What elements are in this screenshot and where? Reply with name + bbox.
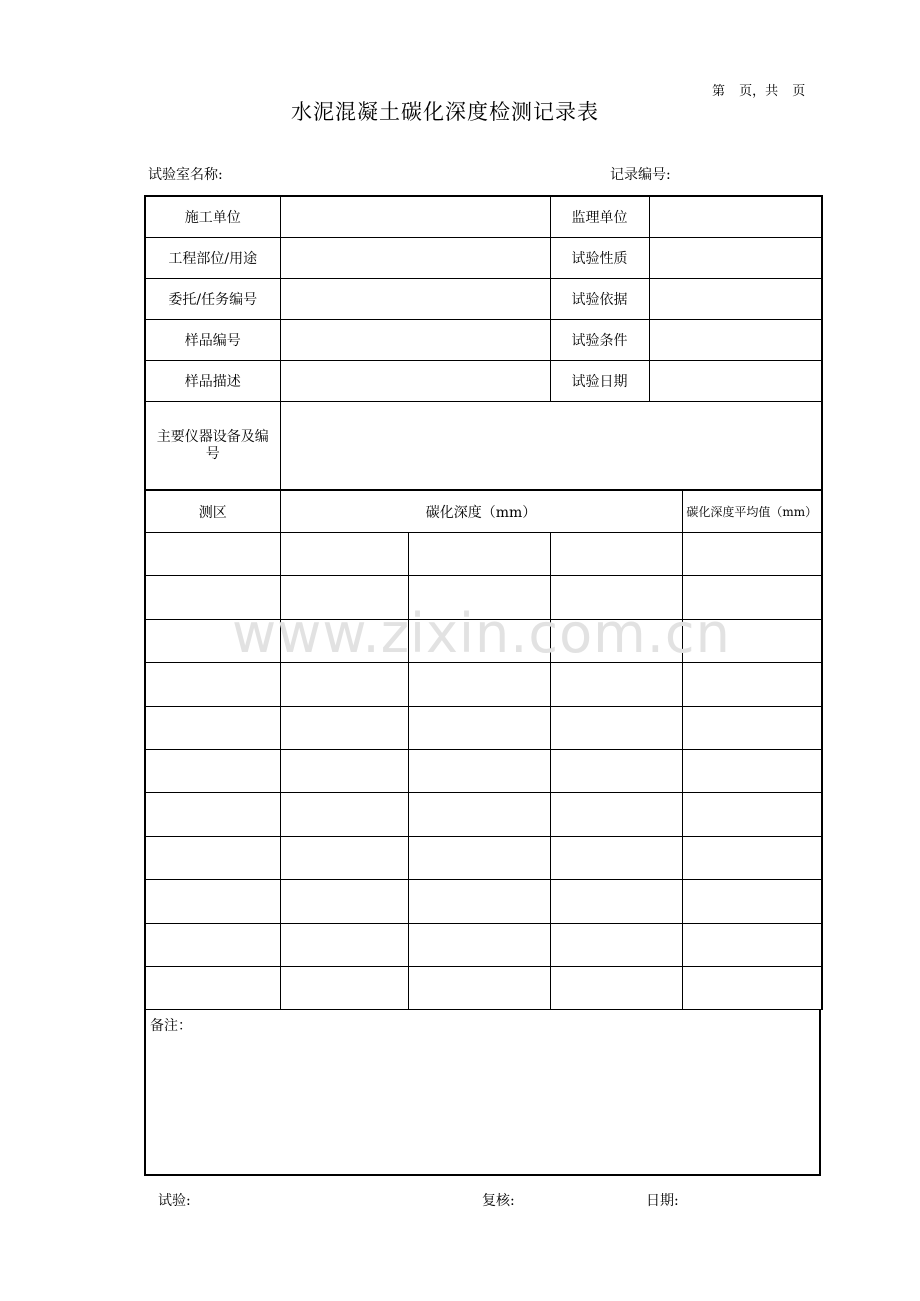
depth-cell[interactable] xyxy=(550,533,682,576)
depth-cell[interactable] xyxy=(280,663,408,706)
table-row xyxy=(145,663,822,706)
zone-cell[interactable] xyxy=(145,966,280,1009)
zone-cell[interactable] xyxy=(145,533,280,576)
depth-header: 碳化深度（mm） xyxy=(280,490,682,533)
depth-cell[interactable] xyxy=(408,706,550,749)
table-row xyxy=(145,749,822,792)
info-table xyxy=(144,195,823,491)
zone-cell[interactable] xyxy=(145,923,280,966)
depth-cell[interactable] xyxy=(550,966,682,1009)
info-label-project-part: 工程部位/用途 xyxy=(145,238,280,279)
depth-cell[interactable] xyxy=(550,880,682,923)
depth-cell[interactable] xyxy=(280,533,408,576)
remarks-box[interactable] xyxy=(144,1009,821,1176)
table-row xyxy=(145,923,822,966)
info-label-sample-description: 样品描述 xyxy=(145,361,280,402)
info-label-test-date: 试验日期 xyxy=(550,361,649,402)
average-cell[interactable] xyxy=(682,836,822,879)
sample-description-field[interactable] xyxy=(280,361,550,402)
test-basis-field[interactable] xyxy=(649,279,822,320)
average-cell[interactable] xyxy=(682,880,822,923)
zone-cell[interactable] xyxy=(145,706,280,749)
zone-cell[interactable] xyxy=(145,749,280,792)
depth-cell[interactable] xyxy=(280,706,408,749)
depth-cell[interactable] xyxy=(408,923,550,966)
table-row xyxy=(145,966,822,1009)
info-row xyxy=(145,320,822,361)
depth-cell[interactable] xyxy=(280,836,408,879)
page-info: 第 页，共 页 xyxy=(712,84,806,99)
table-row xyxy=(145,706,822,749)
remarks-label: 备注： xyxy=(150,1018,192,1034)
info-label-supervision-unit: 监理单位 xyxy=(550,196,649,238)
info-row xyxy=(145,238,822,279)
table-row xyxy=(145,533,822,576)
zone-cell[interactable] xyxy=(145,663,280,706)
info-row xyxy=(145,279,822,320)
average-cell[interactable] xyxy=(682,619,822,662)
depth-cell[interactable] xyxy=(550,836,682,879)
table-row xyxy=(145,836,822,879)
average-cell[interactable] xyxy=(682,576,822,619)
info-label-test-conditions: 试验条件 xyxy=(550,320,649,361)
depth-cell[interactable] xyxy=(280,576,408,619)
date-label: 日期: xyxy=(646,1193,679,1209)
depth-cell[interactable] xyxy=(550,749,682,792)
average-cell[interactable] xyxy=(682,749,822,792)
average-cell[interactable] xyxy=(682,706,822,749)
page-title: 水泥混凝土碳化深度检测记录表 xyxy=(291,100,599,124)
test-nature-field[interactable] xyxy=(649,238,822,279)
average-cell[interactable] xyxy=(682,663,822,706)
zone-cell[interactable] xyxy=(145,576,280,619)
table-row xyxy=(145,576,822,619)
tester-label: 试验: xyxy=(158,1193,191,1209)
depth-cell[interactable] xyxy=(408,880,550,923)
info-row xyxy=(145,196,822,238)
test-date-field[interactable] xyxy=(649,361,822,402)
average-header: 碳化深度平均值（mm） xyxy=(682,490,822,533)
average-cell[interactable] xyxy=(682,966,822,1009)
equipment-field[interactable] xyxy=(280,402,822,491)
zone-cell[interactable] xyxy=(145,836,280,879)
supervision-unit-field[interactable] xyxy=(649,196,822,238)
info-label-construction-unit: 施工单位 xyxy=(145,196,280,238)
table-row xyxy=(145,793,822,836)
equipment-row xyxy=(145,402,822,491)
depth-cell[interactable] xyxy=(408,619,550,662)
depth-cell[interactable] xyxy=(408,793,550,836)
depth-cell[interactable] xyxy=(280,880,408,923)
average-cell[interactable] xyxy=(682,923,822,966)
depth-cell[interactable] xyxy=(550,793,682,836)
table-row xyxy=(145,880,822,923)
zone-cell[interactable] xyxy=(145,619,280,662)
depth-cell[interactable] xyxy=(550,663,682,706)
info-label-task-number: 委托/任务编号 xyxy=(145,279,280,320)
depth-cell[interactable] xyxy=(550,923,682,966)
depth-cell[interactable] xyxy=(408,533,550,576)
info-label-test-nature: 试验性质 xyxy=(550,238,649,279)
measurement-rows xyxy=(145,533,822,1010)
info-row xyxy=(145,361,822,402)
depth-cell[interactable] xyxy=(550,706,682,749)
info-label-sample-number: 样品编号 xyxy=(145,320,280,361)
reviewer-label: 复核: xyxy=(482,1193,515,1209)
depth-cell[interactable] xyxy=(408,966,550,1009)
depth-cell[interactable] xyxy=(408,836,550,879)
depth-cell[interactable] xyxy=(280,793,408,836)
measurement-header-row xyxy=(145,490,822,533)
depth-cell[interactable] xyxy=(280,619,408,662)
depth-cell[interactable] xyxy=(280,923,408,966)
equipment-label: 主要仪器设备及编号 xyxy=(145,402,280,491)
table-row xyxy=(145,619,822,662)
zone-cell[interactable] xyxy=(145,793,280,836)
task-number-field[interactable] xyxy=(280,279,550,320)
average-cell[interactable] xyxy=(682,533,822,576)
depth-cell[interactable] xyxy=(408,749,550,792)
watermark: www.zixin.com.cn xyxy=(232,602,731,665)
info-label-test-basis: 试验依据 xyxy=(550,279,649,320)
zone-header: 测区 xyxy=(145,490,280,533)
average-cell[interactable] xyxy=(682,793,822,836)
depth-cell[interactable] xyxy=(550,619,682,662)
depth-cell[interactable] xyxy=(408,576,550,619)
record-number-label: 记录编号: xyxy=(610,167,671,183)
project-part-field[interactable] xyxy=(280,238,550,279)
lab-name-label: 试验室名称: xyxy=(148,167,223,183)
measurement-table xyxy=(144,489,823,1010)
test-conditions-field[interactable] xyxy=(649,320,822,361)
depth-cell[interactable] xyxy=(280,749,408,792)
depth-cell[interactable] xyxy=(408,663,550,706)
construction-unit-field[interactable] xyxy=(280,196,550,238)
zone-cell[interactable] xyxy=(145,880,280,923)
sample-number-field[interactable] xyxy=(280,320,550,361)
depth-cell[interactable] xyxy=(280,966,408,1009)
depth-cell[interactable] xyxy=(550,576,682,619)
